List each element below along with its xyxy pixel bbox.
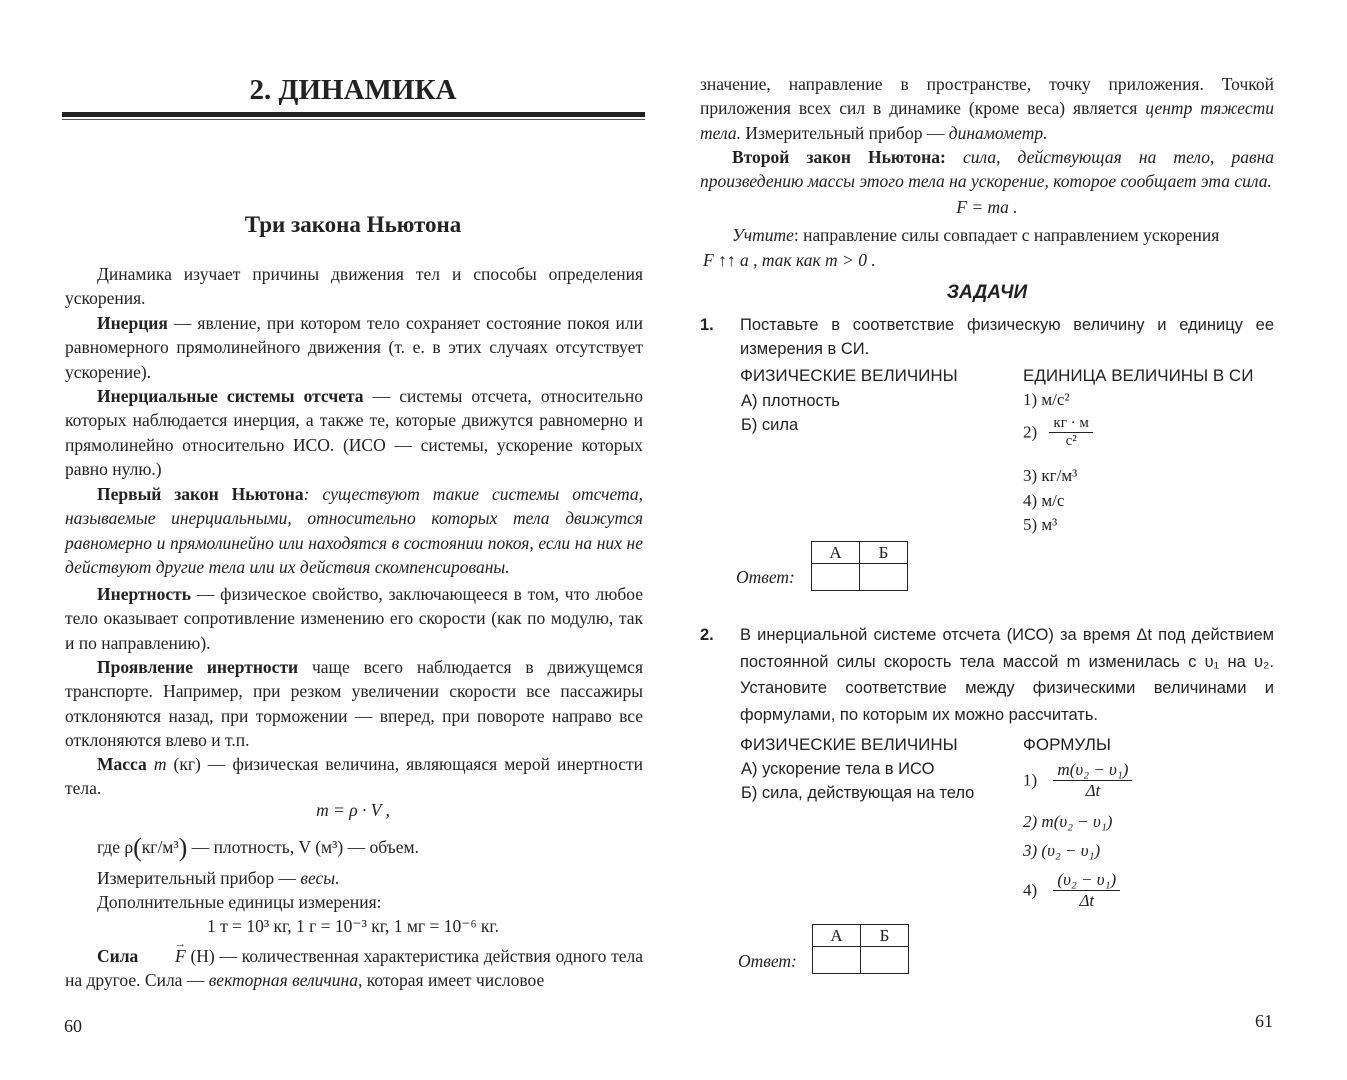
- task2-col-left: ФИЗИЧЕСКИЕ ВЕЛИЧИНЫ: [740, 735, 958, 754]
- mass-text: — физическая величина, являющаяся мерой инертности тела.: [65, 754, 643, 799]
- task1-answer-cell-a[interactable]: [812, 564, 860, 591]
- task2-formula-4-label: 4): [1023, 880, 1038, 900]
- task2-answer-cell-b[interactable]: [861, 947, 909, 974]
- page-number-left: 60: [64, 1016, 82, 1036]
- task1-col-right: ЕДИНИЦА ВЕЛИЧИНЫ В СИ: [1023, 366, 1254, 385]
- cont-text-b: Измерительный прибор —: [740, 122, 949, 143]
- where-density: — плотность,: [187, 837, 299, 857]
- task1-number: 1.: [700, 316, 714, 334]
- task2-formula-3: 3) (υ₂ − υ₁): [1023, 841, 1101, 860]
- intro-paragraph: Динамика изучает причины движения тел и способы определения ускорения.: [65, 264, 643, 309]
- task2-formula-1-fraction: [1053, 760, 1132, 801]
- extra-units: 1 т = 10³ кг, 1 г = 10⁻³ кг, 1 мг = 10⁻⁶ кг.: [207, 916, 499, 936]
- mass-unit: (кг): [173, 754, 201, 774]
- task1-answer-cell-b[interactable]: [860, 564, 908, 591]
- continuation-paragraph: [700, 72, 1274, 145]
- task1-unit-4: 4) м/с: [1023, 491, 1065, 510]
- force-text-vec: векторная величина,: [208, 970, 363, 991]
- task1-unit-2-den: с²: [1065, 433, 1077, 449]
- first-law-paragraph: [65, 482, 643, 580]
- cont-instrument: динамометр.: [948, 122, 1048, 143]
- task2-formula-4-fraction: [1053, 870, 1120, 911]
- task1-unit-2-fraction: [1049, 415, 1092, 450]
- task2-quantity-b: Б) сила, действующая на тело: [741, 784, 975, 802]
- task2-formula-1-num: m(υ₂ − υ₁): [1053, 760, 1132, 781]
- manifest-term: Проявление инертности: [97, 657, 299, 677]
- first-law-text: : существуют такие системы отсчета, называемые инерциальными, относительно которых тела движутся равномерно и прямолинейно или находятся в состоянии покоя, если на них не действуют другие тела или их действия скомпенсированы.: [65, 484, 643, 578]
- where-density-unit: кг/м³: [141, 837, 179, 857]
- manifest-paragraph: [65, 655, 643, 753]
- chapter-rule: [62, 112, 645, 117]
- task2-formula-1: [1023, 760, 1132, 801]
- task2-text: В инерциальной системе отсчета (ИСО) за время Δt под действием постоянной силы скорость тела массой m изменилась с υ₁ на υ₂. Установите соответствие между физическими величинами и формулами, по которым их можно рассчитать.: [740, 626, 1274, 724]
- left-page: [0, 0, 673, 1080]
- second-law-text: сила, действующая на тело, равна произведению массы этого тела на ускорение, которое сообщает эта сила.: [700, 147, 1275, 192]
- task1-text: Поставьте в соответствие физическую величину и единицу ее измерения в СИ.: [740, 316, 1274, 358]
- task1-answer-table: [811, 541, 908, 591]
- chapter-rule-thin: [62, 119, 645, 120]
- inertial-frames-term: Инерциальные системы отсчета: [97, 386, 364, 406]
- inertia-term: Инерция: [97, 313, 168, 333]
- second-law-term: Второй закон Ньютона:: [732, 147, 946, 167]
- inertial-frames-paragraph: [65, 384, 643, 482]
- task1-quantity-b: Б) сила: [741, 416, 799, 434]
- task1-unit-5: 5) м³: [1023, 515, 1058, 534]
- note-label: Учтите: [732, 225, 794, 245]
- page-number-right: 61: [1255, 1011, 1273, 1031]
- task1-quantity-a: А) плотность: [741, 392, 840, 410]
- inertia-paragraph: [65, 311, 643, 384]
- chapter-title: 2. ДИНАМИКА: [249, 74, 457, 106]
- mass-term: Масса: [97, 754, 147, 774]
- where-line: где ρ(кг/м³) — плотность, V (м³) — объем.: [97, 833, 419, 862]
- task1-answer-header-b: Б: [860, 542, 908, 564]
- first-law-term: Первый закон Ньютона: [97, 484, 304, 504]
- task1-unit-2-num: кг · м: [1049, 415, 1092, 433]
- mass-symbol: m: [153, 754, 167, 774]
- task2-answer-label: Ответ:: [738, 951, 797, 971]
- right-page: [673, 0, 1347, 1080]
- mass-formula: m = ρ · V ,: [316, 800, 390, 820]
- second-law-formula: F = ma .: [956, 197, 1018, 217]
- force-text-b: которая имеет числовое: [362, 970, 545, 991]
- inertia-text: — явление, при котором тело сохраняет состояние покоя или равномерного прямолинейного движения (т. е. в этих случаях отсутствует ускорение).: [65, 313, 643, 382]
- where-prefix: где ρ: [97, 837, 134, 857]
- task2-formula-4-den: Δt: [1079, 891, 1095, 910]
- note-paragraph: [700, 223, 1274, 247]
- inertness-paragraph: [65, 582, 643, 655]
- force-symbol: → F: [143, 944, 186, 968]
- where-volume: V (м³) — объем.: [298, 837, 419, 857]
- task1-answer-header-a: А: [812, 542, 860, 564]
- task2-col-right: ФОРМУЛЫ: [1023, 735, 1111, 754]
- note-text: : направление силы совпадает с направлением ускорения: [793, 225, 1220, 245]
- task2-formula-4: [1023, 870, 1120, 911]
- tasks-title: ЗАДАЧИ: [946, 282, 1028, 303]
- task1-col-left: ФИЗИЧЕСКИЕ ВЕЛИЧИНЫ: [740, 366, 958, 385]
- second-law-paragraph: [700, 145, 1274, 194]
- task1-unit-3: 3) кг/м³: [1023, 466, 1078, 485]
- task2-formula-1-den: Δt: [1085, 781, 1101, 800]
- inertness-text: — физическое свойство, заключающееся в том, что любое тело оказывает сопротивление изменению его скорости (как по модулю, так и по направлению).: [65, 584, 643, 653]
- task1-unit-2-label: 2): [1023, 422, 1038, 442]
- task1-answer-label: Ответ:: [736, 567, 795, 587]
- inertness-term: Инертность: [97, 584, 192, 604]
- section-title: Три закона Ньютона: [244, 212, 462, 237]
- force-paragraph: [65, 944, 643, 993]
- cont-text-a: значение, направление в пространстве, точку приложения. Точкой приложения всех сил в динамике (кроме веса) является: [700, 74, 1274, 119]
- task1-unit-1: 1) м/с²: [1023, 390, 1070, 409]
- note-formula: F ↑↑ a , так как m > 0 .: [703, 250, 876, 270]
- instrument-line: [97, 868, 340, 889]
- instrument-prefix: Измерительный прибор —: [97, 868, 301, 888]
- task2-formula-1-label: 1): [1023, 770, 1038, 790]
- mass-paragraph: [65, 752, 643, 801]
- task2-answer-header-a: А: [813, 925, 861, 947]
- task2-formula-2: 2) m(υ₂ − υ₁): [1023, 812, 1113, 831]
- force-term: Сила: [97, 946, 139, 966]
- task2-quantity-a: А) ускорение тела в ИСО: [741, 760, 935, 778]
- cont-center: центр тяжести тела.: [700, 98, 1274, 143]
- task2-answer-table: [812, 924, 909, 974]
- instrument-name: весы.: [300, 868, 340, 888]
- extra-units-label: Дополнительные единицы измерения:: [97, 892, 382, 912]
- task2-answer-cell-a[interactable]: [813, 947, 861, 974]
- force-unit: (Н): [185, 946, 215, 966]
- force-text-a: — количественная характеристика действия одного тела на другое. Сила —: [65, 946, 643, 991]
- inertial-frames-text: — системы отсчета, относительно которых наблюдается инерция, а также те, которые движутся равномерно и прямолинейно относительно ИСО. (ИСО — системы, ускорение которых равно нулю.): [65, 386, 643, 480]
- task2-number: 2.: [700, 626, 714, 644]
- manifest-text: чаще всего наблюдается в движущемся транспорте. Например, при резком увеличении скорости все пассажиры отклоняются назад, при торможении — вперед, при повороте направо все отклоняются влево и т.п.: [65, 657, 644, 751]
- task2-formula-4-num: (υ₂ − υ₁): [1053, 870, 1120, 891]
- task1-unit-2: [1023, 415, 1093, 450]
- task2-answer-header-b: Б: [861, 925, 909, 947]
